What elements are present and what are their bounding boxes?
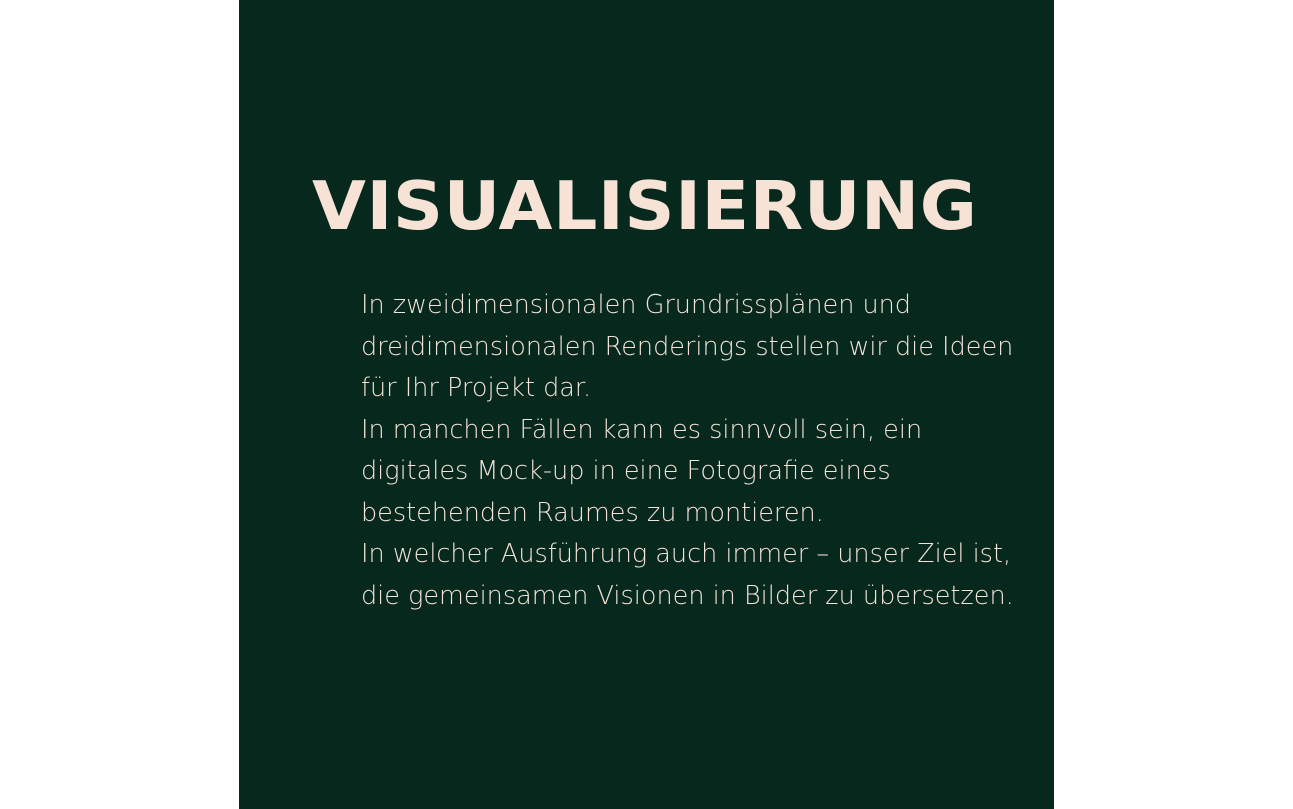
body-paragraph-1: In zweidimensionalen Grundrissplänen und dreidimensionalen Renderings stellen wir die Ideen für Ihr Projekt dar. <box>361 290 1014 403</box>
body-copy <box>361 285 1021 617</box>
body-paragraph-3: In welcher Ausführung auch immer – unser Ziel ist, die gemeinsamen Visionen in Bilder zu übersetzen. <box>361 539 1014 611</box>
body-paragraph-2: In manchen Fällen kann es sinnvoll sein, ein digitales Mock-up in eine Fotografie eines bestehenden Raumes zu montieren. <box>361 414 923 528</box>
page-title: VISUALISIERUNG <box>312 166 978 245</box>
content-panel <box>239 0 1054 809</box>
